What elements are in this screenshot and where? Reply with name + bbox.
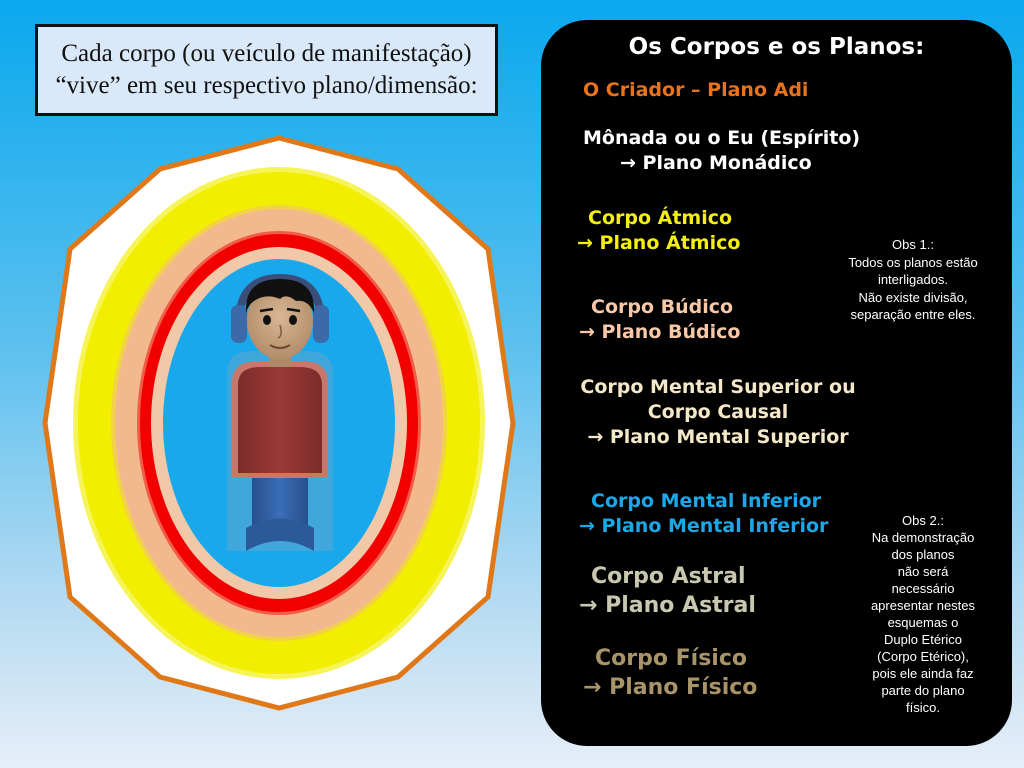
entry-criador <box>583 78 808 103</box>
note-obs-2 <box>853 512 993 716</box>
entry-budico <box>579 295 740 345</box>
note-obs-2-line: necessário <box>891 581 955 597</box>
entry-mental-inferior-line-1: Corpo Mental Inferior <box>591 490 822 512</box>
note-obs-1-line: Não existe divisão, <box>858 289 968 305</box>
note-obs-2-line: parte do plano <box>881 683 965 699</box>
entry-mental-inferior-line-2: → Plano Mental Inferior <box>579 515 829 538</box>
entry-fisico-line-2: → Plano Físico <box>583 675 758 701</box>
entry-astral <box>579 562 756 620</box>
note-obs-2-line: apresentar nestes <box>870 598 976 614</box>
note-obs-1 <box>835 236 991 324</box>
entry-atmico-line-2: → Plano Átmico <box>577 232 741 255</box>
entry-monada-line-2: → Plano Monádico <box>620 152 812 175</box>
entry-monada-line-1: Mônada ou o Eu (Espírito) <box>583 127 861 149</box>
aura-illustration <box>40 133 518 713</box>
note-obs-2-line: (Corpo Etérico), <box>877 649 969 665</box>
note-obs-2-line: Na demonstração <box>871 530 975 546</box>
entry-mental-superior-line-1: Corpo Mental Superior ou <box>580 376 856 398</box>
human-figure <box>227 278 333 551</box>
entry-budico-line-2: → Plano Búdico <box>579 321 741 344</box>
note-obs-1-line: Obs 1.: <box>892 237 934 252</box>
note-obs-1-line: Todos os planos estão <box>848 254 978 270</box>
entry-mental-inferior <box>579 489 828 539</box>
caption-line-2: “vive” em seu respectivo plano/dimensão: <box>55 72 478 99</box>
caption-line-1: Cada corpo (ou veículo de manifestação) <box>61 39 472 67</box>
entry-astral-line-1: Corpo Astral <box>591 564 746 589</box>
entry-monada <box>583 126 860 176</box>
entry-atmico-line-1: Corpo Átmico <box>588 207 733 229</box>
entry-budico-line-1: Corpo Búdico <box>591 296 734 318</box>
entry-fisico <box>583 644 757 702</box>
entry-mental-superior-line-2: Corpo Causal <box>647 401 789 424</box>
entry-mental-superior <box>561 375 875 450</box>
entry-fisico-line-1: Corpo Físico <box>595 646 747 671</box>
entry-atmico <box>577 206 740 256</box>
panel-title: Os Corpos e os Planos: <box>628 34 925 60</box>
note-obs-1-line: separação entre eles. <box>850 307 976 323</box>
note-obs-2-line: esquemas o <box>887 615 959 631</box>
caption-box <box>35 24 498 116</box>
note-obs-2-line: não será <box>897 564 949 580</box>
note-obs-1-line: interligados. <box>877 272 949 288</box>
bodies-and-planes-panel <box>541 20 1012 746</box>
note-obs-2-line: dos planos <box>891 547 955 563</box>
entry-criador-line-1: O Criador – Plano Adi <box>583 79 809 101</box>
entry-mental-superior-line-3: → Plano Mental Superior <box>587 426 849 449</box>
note-obs-2-line: Duplo Etérico <box>883 632 963 648</box>
note-obs-2-line: físico. <box>906 700 940 716</box>
note-obs-2-line: pois ele ainda faz <box>872 666 974 682</box>
entry-astral-line-2: → Plano Astral <box>579 593 756 619</box>
note-obs-2-line: Obs 2.: <box>902 513 944 528</box>
